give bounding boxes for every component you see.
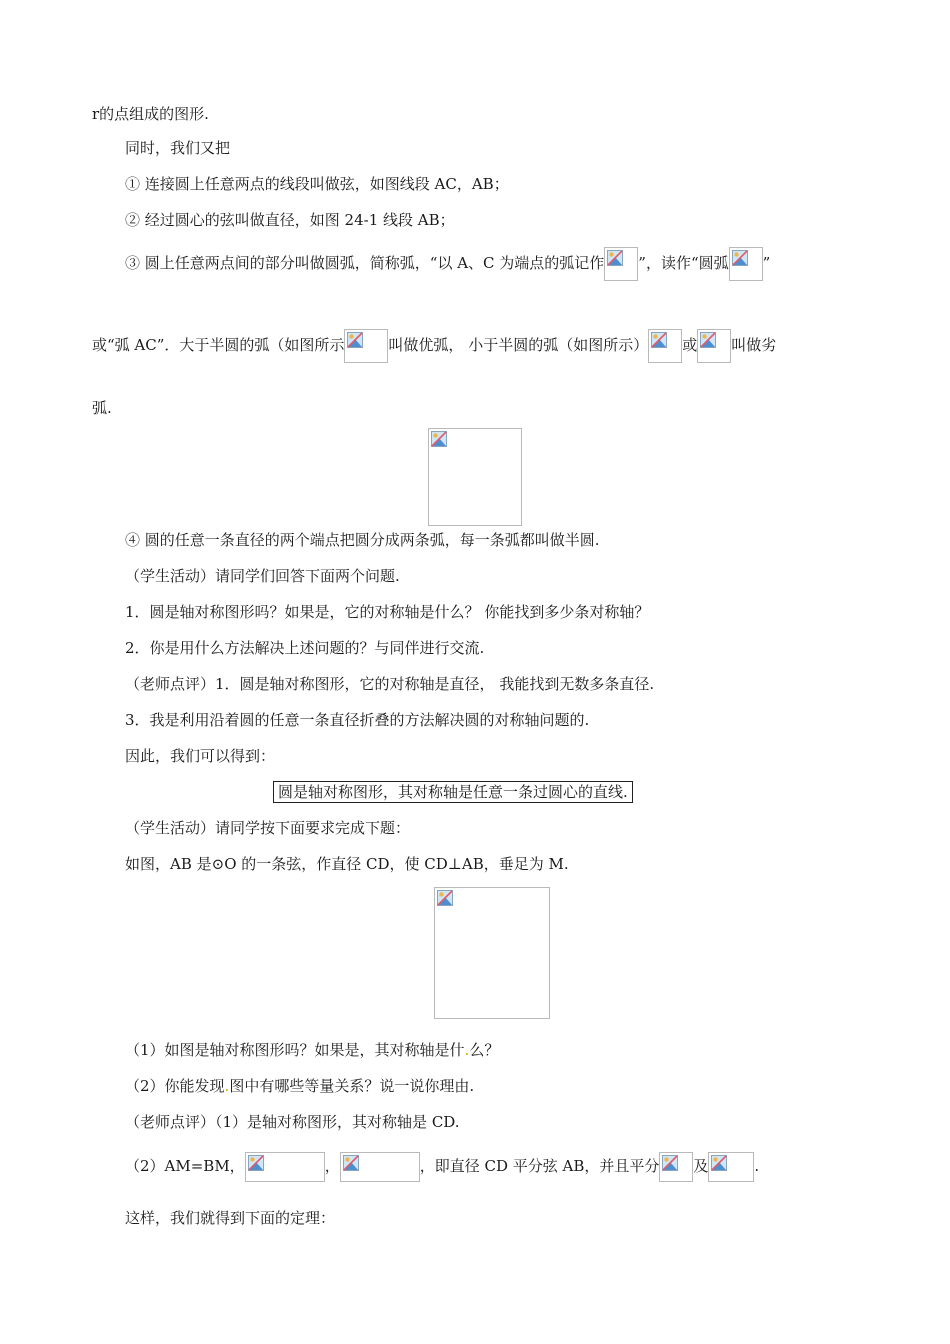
- text-segment: ③ 圆上任意两点间的部分叫做圆弧，简称弧，“以 A、C 为端点的弧记作: [125, 254, 605, 272]
- text-segment: 图中有哪些等量关系？说一说你理由.: [229, 1077, 475, 1095]
- marker-dot: .: [224, 1077, 230, 1095]
- broken-image-icon: [700, 332, 716, 348]
- text-segment: （2）你能发现: [125, 1077, 225, 1095]
- text-line: （学生活动）请同学按下面要求完成下题：: [125, 819, 411, 837]
- chord-diameter-figure-image: [434, 887, 550, 1019]
- arc-image-4: [708, 1152, 754, 1182]
- text-line: （学生活动）请同学们回答下面两个问题.: [125, 567, 400, 585]
- text-segment: 叫做优弧， 小于半圆的弧（如图所示）: [388, 336, 649, 354]
- broken-image-icon: [248, 1155, 264, 1171]
- arc-ac-image: [604, 247, 638, 281]
- text-line: r的点组成的图形.: [92, 105, 209, 123]
- text-segment: （2）AM=BM，: [125, 1157, 245, 1175]
- broken-image-icon: [431, 431, 447, 447]
- text-segment: （1）如图是轴对称图形吗？如果是，其对称轴是什: [125, 1041, 465, 1059]
- text-segment: ”，读作“圆弧: [638, 254, 729, 272]
- text-segment: 或“弧 AC”．大于半圆的弧（如图所示: [92, 336, 345, 354]
- broken-image-icon: [437, 890, 453, 906]
- broken-image-icon: [711, 1155, 727, 1171]
- text-segment: .: [754, 1157, 760, 1175]
- text-line: （老师点评）1．圆是轴对称图形，它的对称轴是直径， 我能找到无数多条直径.: [125, 675, 655, 693]
- text-segment: ，即直径 CD 平分弦 AB，并且平分: [419, 1157, 660, 1175]
- equal-arc-image-2: [340, 1152, 420, 1182]
- text-line: 因此，我们可以得到：: [125, 747, 276, 765]
- text-segment: 么？: [469, 1041, 500, 1059]
- text-line: [125, 247, 770, 281]
- text-segment: ，: [324, 1157, 340, 1175]
- broken-image-icon: [347, 332, 363, 348]
- circle-figure-image: [428, 428, 522, 526]
- text-line: 如图，AB 是⊙O 的一条弦，作直径 CD，使 CD⊥AB，垂足为 M.: [125, 855, 569, 873]
- minor-arc-image-1: [648, 329, 682, 363]
- arc-ac-image-2: [729, 247, 763, 281]
- text-line: [125, 1076, 474, 1096]
- text-line: 3．我是利用沿着圆的任意一条直径折叠的方法解决圆的对称轴问题的.: [125, 711, 590, 729]
- text-line: ② 经过圆心的弦叫做直径，如图 24-1 线段 AB；: [125, 211, 455, 229]
- broken-image-icon: [607, 250, 623, 266]
- marker-dot: .: [464, 1041, 470, 1059]
- text-line: 2．你是用什么方法解决上述问题的？与同伴进行交流.: [125, 639, 485, 657]
- equal-arc-image-1: [245, 1152, 325, 1182]
- text-line: [125, 1152, 759, 1182]
- broken-image-icon: [343, 1155, 359, 1171]
- text-line: 弧.: [92, 399, 112, 417]
- text-segment: 叫做劣: [731, 336, 777, 354]
- text-segment: 或: [682, 336, 698, 354]
- broken-image-icon: [651, 332, 667, 348]
- theorem-box: 圆是轴对称图形，其对称轴是任意一条过圆心的直线.: [273, 781, 633, 803]
- major-arc-image: [344, 329, 388, 363]
- minor-arc-image-2: [697, 329, 731, 363]
- text-segment: 及: [693, 1157, 709, 1175]
- text-line: [92, 329, 776, 363]
- arc-image-3: [659, 1152, 693, 1182]
- text-line: 这样，我们就得到下面的定理：: [125, 1209, 336, 1227]
- broken-image-icon: [662, 1155, 678, 1171]
- text-line: ④ 圆的任意一条直径的两个端点把圆分成两条弧，每一条弧都叫做半圆.: [125, 531, 600, 549]
- text-line: [125, 1040, 499, 1060]
- text-line: 同时，我们又把: [125, 139, 231, 157]
- text-line: 1．圆是轴对称图形吗？如果是，它的对称轴是什么？ 你能找到多少条对称轴？: [125, 603, 650, 621]
- broken-image-icon: [732, 250, 748, 266]
- text-line: （老师点评）（1）是轴对称图形，其对称轴是 CD.: [125, 1113, 460, 1131]
- text-line: ① 连接圆上任意两点的线段叫做弦，如图线段 AC，AB；: [125, 175, 509, 193]
- text-segment: ”: [762, 254, 771, 272]
